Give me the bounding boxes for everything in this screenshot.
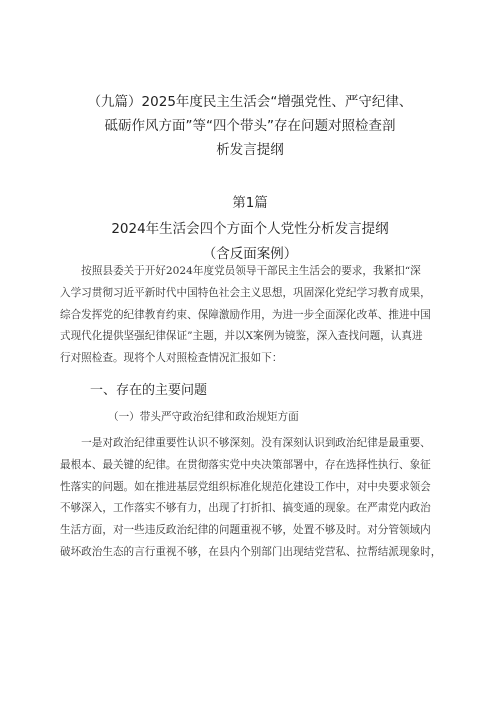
body-paragraph [60,433,452,564]
subsection-heading: （一）带头严守政治纪律和政治规矩方面 [108,411,299,423]
title-line-2: 砥砺作风方面”等“四个带头”存在问题对照检查剖 [104,118,396,134]
body-line: 一是对政治纪律重要性认识不够深刻。没有深刻认识到政治纪律是最重要、 [60,437,431,449]
intro-line: 按照县委关于开好2024年度党员领导干部民主生活会的要求，我紧扣“深 [60,265,421,277]
body-line: 破坏政治生态的言行重视不够，在县内个别部门出现结党营私、拉帮结派现象时， [60,545,442,558]
document-title [60,90,440,162]
intro-paragraph [60,261,452,370]
title-line-1: （九篇）2025年度民主生活会“增强党性、严守纪律、 [87,94,413,110]
section-heading: 一、存在的主要问题 [90,383,208,398]
intro-line: 行对照检查。现将个人对照检查情况汇报如下： [60,352,283,365]
intro-line: 式现代化提供坚强纪律保证”主题，并以X案例为镜鉴，深入查找问题，认真进 [60,330,423,343]
part-label: 第1篇 [232,195,268,211]
subtitle-note: （含反面案例） [202,246,298,262]
body-line: 不够深入，工作落实不够有力，出现了打折扣、搞变通的现象。在严肃党内政治 [60,502,431,515]
body-line: 最根本、最关键的纪律。在贯彻落实党中央决策部署中，存在选择性执行、象征 [60,458,431,471]
body-line: 性落实的问题。如在推进基层党组织标准化规范化建设工作中，对中央要求领会 [60,480,431,493]
subtitle: 2024年生活会四个方面个人党性分析发言提纲 [111,221,389,237]
body-line: 生活方面，对一些违反政治纪律的问题重视不够，处置不够及时。对分管领域内 [60,524,431,537]
intro-line: 入学习贯彻习近平新时代中国特色社会主义思想，巩固深化党纪学习教育成果， [60,286,431,299]
intro-line: 综合发挥党的纪律教育约束、保障激励作用，为进一步全面深化改革、推进中国 [60,308,431,321]
title-line-3: 析发言提纲 [216,142,284,158]
